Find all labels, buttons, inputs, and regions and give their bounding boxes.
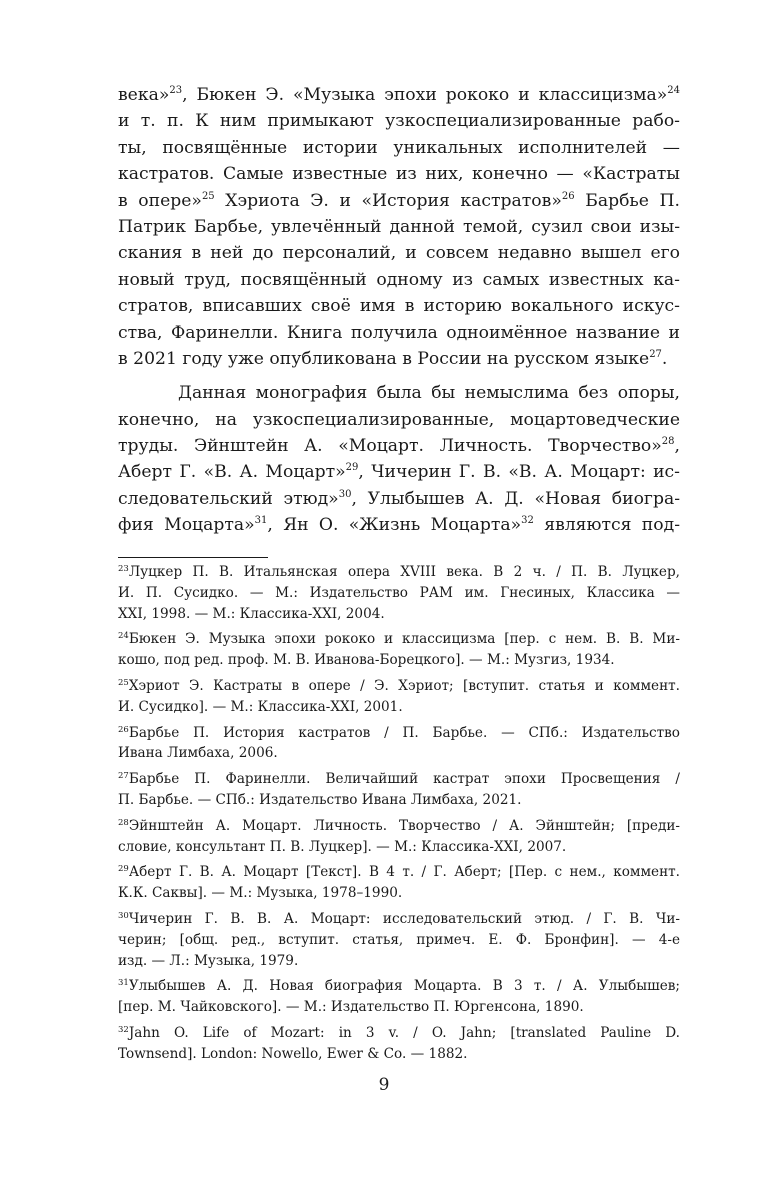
footnote-text: словие, консультант П. В. Луцкер]. — М.: Классика-XXI, 2007.	[118, 838, 567, 855]
footnote-text: Улыбышев А. Д. Новая биография Моцарта. В 3 т. / А. Улыбышев;	[128, 978, 680, 995]
footnote-text: Jahn O. Life of Mozart: in 3 v. / O. Jahn; [translated Pauline D.	[128, 1024, 680, 1041]
text-line: кастратов. Самые известные из них, конечно — «Кастраты	[118, 164, 680, 185]
text-line: в 2021 году уже опубликована в России на русском языке$^{27}$.	[118, 348, 668, 369]
footnote	[118, 723, 680, 765]
paragraph-1	[118, 82, 680, 372]
text-line: труды. Эйнштейн А. «Моцарт. Личность. Творчество»$^{28}$,	[118, 436, 680, 457]
footnote-number: 26	[118, 724, 129, 735]
text-line: и т. п. К ним примыкают узкоспециализированные рабо-	[118, 111, 680, 132]
main-text	[118, 82, 680, 539]
footnote-line	[118, 951, 680, 972]
footnote-text: И. П. Сусидко. — М.: Издательство РАМ им. Гнесиных, Классика —	[118, 584, 680, 601]
footnote-ref[interactable]: 32	[521, 515, 534, 527]
footnote-text: Хэриот Э. Кастраты в опере / Э. Хэриот; [вступит. статья и коммент.	[128, 677, 680, 694]
footnote	[118, 562, 680, 624]
text-line: Патрик Барбье, увлечённый данной темой, сузил свои изы-	[118, 216, 680, 237]
footnote-text: изд. — Л.: Музыка, 1979.	[118, 952, 299, 969]
footnote-line	[118, 909, 680, 930]
footnote-line	[118, 676, 680, 697]
footnote	[118, 769, 680, 811]
footnote-text: [пер. М. Чайковского]. — М.: Издательство П. Юргенсона, 1890.	[118, 999, 584, 1016]
footnote-number: 29	[118, 864, 129, 875]
text-line: Аберт Г. «В. А. Моцарт»$^{29}$, Чичерин Г. В. «В. А. Моцарт: ис-	[118, 462, 680, 483]
footnote-ref[interactable]: 31	[254, 515, 268, 527]
footnote-text: К.К. Саквы]. — М.: Музыка, 1978–1990.	[118, 885, 403, 902]
footnote	[118, 1023, 680, 1065]
footnote-line	[118, 650, 680, 671]
footnote-line	[118, 883, 680, 904]
text-line: в опере»$^{25}$ Хэриота Э. и «История кастратов»$^{26}$ Барбье П.	[118, 190, 680, 211]
text-line: фия Моцарта»$^{31}$, Ян О. «Жизнь Моцарта»$^{32}$ являются под-	[118, 515, 680, 536]
footnote-text: Барбье П. Фаринелли. Величайший кастрат эпохи Просвещения /	[128, 771, 680, 788]
text-line: скания в ней до персоналий, и совсем недавно вышел его	[118, 243, 680, 264]
footnote-line	[118, 629, 680, 650]
footnote	[118, 676, 680, 718]
footnote-number: 32	[118, 1024, 129, 1035]
footnote-number: 28	[118, 817, 129, 828]
footnote-text: черин; [общ. ред., вступит. статья, примеч. Е. Ф. Бронфин]. — 4-е	[118, 931, 680, 948]
footnote-text: Луцкер П. В. Итальянская опера XVIII века. В 2 ч. / П. В. Луцкер,	[128, 564, 680, 580]
footnote-number: 31	[118, 978, 129, 989]
paragraph-2	[118, 380, 680, 538]
footnote-ref[interactable]: 24	[667, 85, 680, 96]
footnote-ref[interactable]: 23	[169, 85, 183, 96]
footnote-line	[118, 697, 680, 718]
footnote-ref[interactable]: 28	[661, 436, 675, 448]
footnote-text: Чичерин Г. В. В. А. Моцарт: исследовательский этюд. / Г. В. Чи-	[128, 910, 680, 927]
footnote-ref[interactable]: 25	[201, 190, 215, 202]
footnote-number: 25	[118, 677, 129, 688]
footnote-line	[118, 562, 680, 583]
footnote-line	[118, 743, 680, 764]
footnote	[118, 862, 680, 904]
text-line: конечно, на узкоспециализированные, моцартоведческие	[118, 409, 680, 430]
footnote-number: 27	[118, 771, 129, 782]
footnote-text: Ивана Лимбаха, 2006.	[118, 745, 278, 762]
footnote-number: 30	[118, 910, 129, 921]
footnote-line	[118, 930, 680, 951]
text-line: новый труд, посвящённый одному из самых известных ка-	[118, 269, 680, 290]
footnote-text: Барбье П. История кастратов / П. Барбье. — СПб.: Издательство	[128, 724, 680, 741]
footnote-line	[118, 1023, 680, 1044]
footnote-text: Аберт Г. В. А. Моцарт [Текст]. В 4 т. / Г. Аберт; [Пер. с нем., коммент.	[128, 864, 680, 881]
footnote-ref[interactable]: 30	[338, 488, 352, 500]
page-number: 9	[378, 1075, 390, 1095]
text-line: ства, Фаринелли. Книга получила одноимённое название и	[118, 322, 680, 343]
footnote-line	[118, 862, 680, 883]
footnote-text: Townsend]. London: Nowello, Ewer & Co. — 1882.	[118, 1045, 468, 1062]
footnote-line	[118, 1044, 680, 1065]
footnote-separator	[118, 557, 268, 558]
footnote-line	[118, 604, 680, 625]
footnote-ref[interactable]: 27	[649, 348, 662, 360]
text-line: Данная монография была бы немыслима без опоры,	[178, 383, 680, 404]
footnote	[118, 976, 680, 1018]
footnote-ref[interactable]: 26	[561, 190, 575, 202]
text-line: ты, посвящённые истории уникальных исполнителей —	[118, 137, 680, 158]
footnote-number: 23	[118, 564, 129, 574]
footnote	[118, 909, 680, 971]
footnotes	[118, 562, 680, 1070]
footnote	[118, 629, 680, 671]
footnote-line	[118, 816, 680, 837]
footnote-line	[118, 837, 680, 858]
text-line: века»$^{23}$, Бюкен Э. «Музыка эпохи рококо и классицизма»$^{24}$	[118, 85, 680, 105]
footnote-line	[118, 976, 680, 997]
footnote-line	[118, 583, 680, 604]
footnote-line	[118, 723, 680, 744]
text-line: следовательский этюд»$^{30}$, Улыбышев А. Д. «Новая биогра-	[118, 488, 680, 509]
footnote	[118, 816, 680, 858]
footnote-line	[118, 790, 680, 811]
footnote-text: Эйнштейн А. Моцарт. Личность. Творчество / А. Эйнштейн; [преди-	[128, 817, 680, 834]
footnote-text: XXI, 1998. — М.: Классика-XXI, 2004.	[118, 605, 385, 622]
footnote-line	[118, 769, 680, 790]
footnote-number: 24	[118, 631, 129, 642]
footnote-line	[118, 997, 680, 1018]
footnote-ref[interactable]: 29	[345, 462, 359, 474]
footnote-text: Бюкен Э. Музыка эпохи рококо и классицизма [пер. с нем. В. В. Ми-	[128, 631, 680, 648]
text-line: стратов, вписавших своё имя в историю вокального искус-	[118, 296, 680, 317]
footnote-text: П. Барбье. — СПб.: Издательство Ивана Лимбаха, 2021.	[118, 791, 522, 808]
footnote-text: кошо, под ред. проф. М. В. Иванова-Борецкого]. — М.: Музгиз, 1934.	[118, 652, 615, 669]
footnote-text: И. Сусидко]. — М.: Классика-XXI, 2001.	[118, 698, 403, 715]
